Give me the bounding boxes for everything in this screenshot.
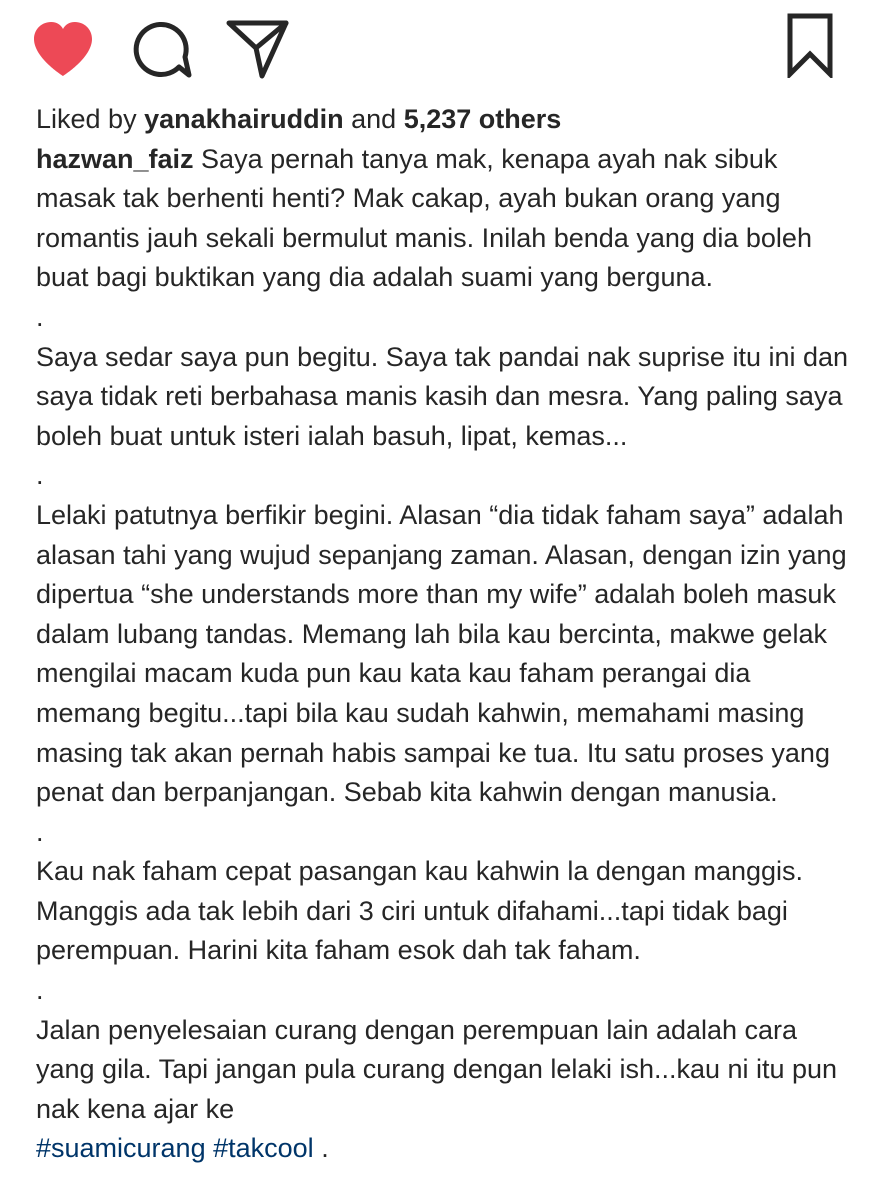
hashtag-suamicurang[interactable]: #suamicurang <box>36 1133 206 1164</box>
action-bar <box>0 0 874 90</box>
caption-ending: . <box>313 1133 329 1164</box>
caption <box>36 140 856 1169</box>
likes-count[interactable]: 5,237 others <box>403 104 562 134</box>
caption-separator-4: . <box>36 975 44 1006</box>
caption-paragraph-3: Lelaki patutnya berfikir begini. Alasan “dia tidak faham saya” adalah alasan tahi yang wujud sepanjang zaman. Alasan, dengan izin yang dipertua “she understands more than my wife” adalah boleh masuk dalam lubang tandas. Memang lah bila kau bercinta, makwe gelak mengilai macam kuda pun kau kata kau faham perangai dia memang begitu...tapi bila kau sudah kahwin, memahami masing masing tak akan pernah habis sampai ke tua. Itu satu proses yang penat dan berpanjangan. Sebab kita kahwin dengan manusia. <box>36 499 847 808</box>
caption-username[interactable]: hazwan_faiz <box>36 143 194 174</box>
caption-hashtags <box>36 1129 856 1169</box>
caption-paragraph-1 <box>36 140 856 298</box>
caption-separator-1: . <box>36 301 44 332</box>
caption-separator-2: . <box>36 460 44 491</box>
caption-text-1: Saya pernah tanya mak, kenapa ayah nak sibuk masak tak berhenti henti? Mak cakap, ayah bukan orang yang romantis jauh sekali bermulut manis. Inilah benda yang dia boleh buat bagi buktikan yang dia adalah suami yang berguna. <box>36 143 812 293</box>
share-icon[interactable] <box>226 18 290 80</box>
caption-paragraph-2: Saya sedar saya pun begitu. Saya tak pandai nak suprise itu ini dan saya tidak reti berbahasa manis kasih dan mesra. Yang paling saya boleh buat untuk isteri ialah basuh, lipat, kemas... <box>36 341 849 451</box>
post-text <box>36 100 856 1169</box>
caption-paragraph-5: Jalan penyelesaian curang dengan perempuan lain adalah cara yang gila. Tapi jangan pula curang dengan lelaki ish...kau ni itu pun nak kena ajar ke <box>36 1014 838 1124</box>
heart-icon[interactable] <box>30 20 96 78</box>
likes-connector: and <box>343 104 404 134</box>
bookmark-icon[interactable] <box>782 12 838 78</box>
likes-prefix: Liked by <box>36 104 145 134</box>
likes-line <box>36 100 856 140</box>
caption-paragraph-4: Kau nak faham cepat pasangan kau kahwin la dengan manggis. Manggis ada tak lebih dari 3 ciri untuk difahami...tapi tidak bagi perempuan. Harini kita faham esok dah tak faham. <box>36 856 804 966</box>
liked-by-username[interactable]: yanakhairuddin <box>144 104 344 134</box>
comment-icon[interactable] <box>128 17 192 81</box>
caption-separator-3: . <box>36 816 44 847</box>
hashtag-takcool[interactable]: #takcool <box>213 1133 314 1164</box>
